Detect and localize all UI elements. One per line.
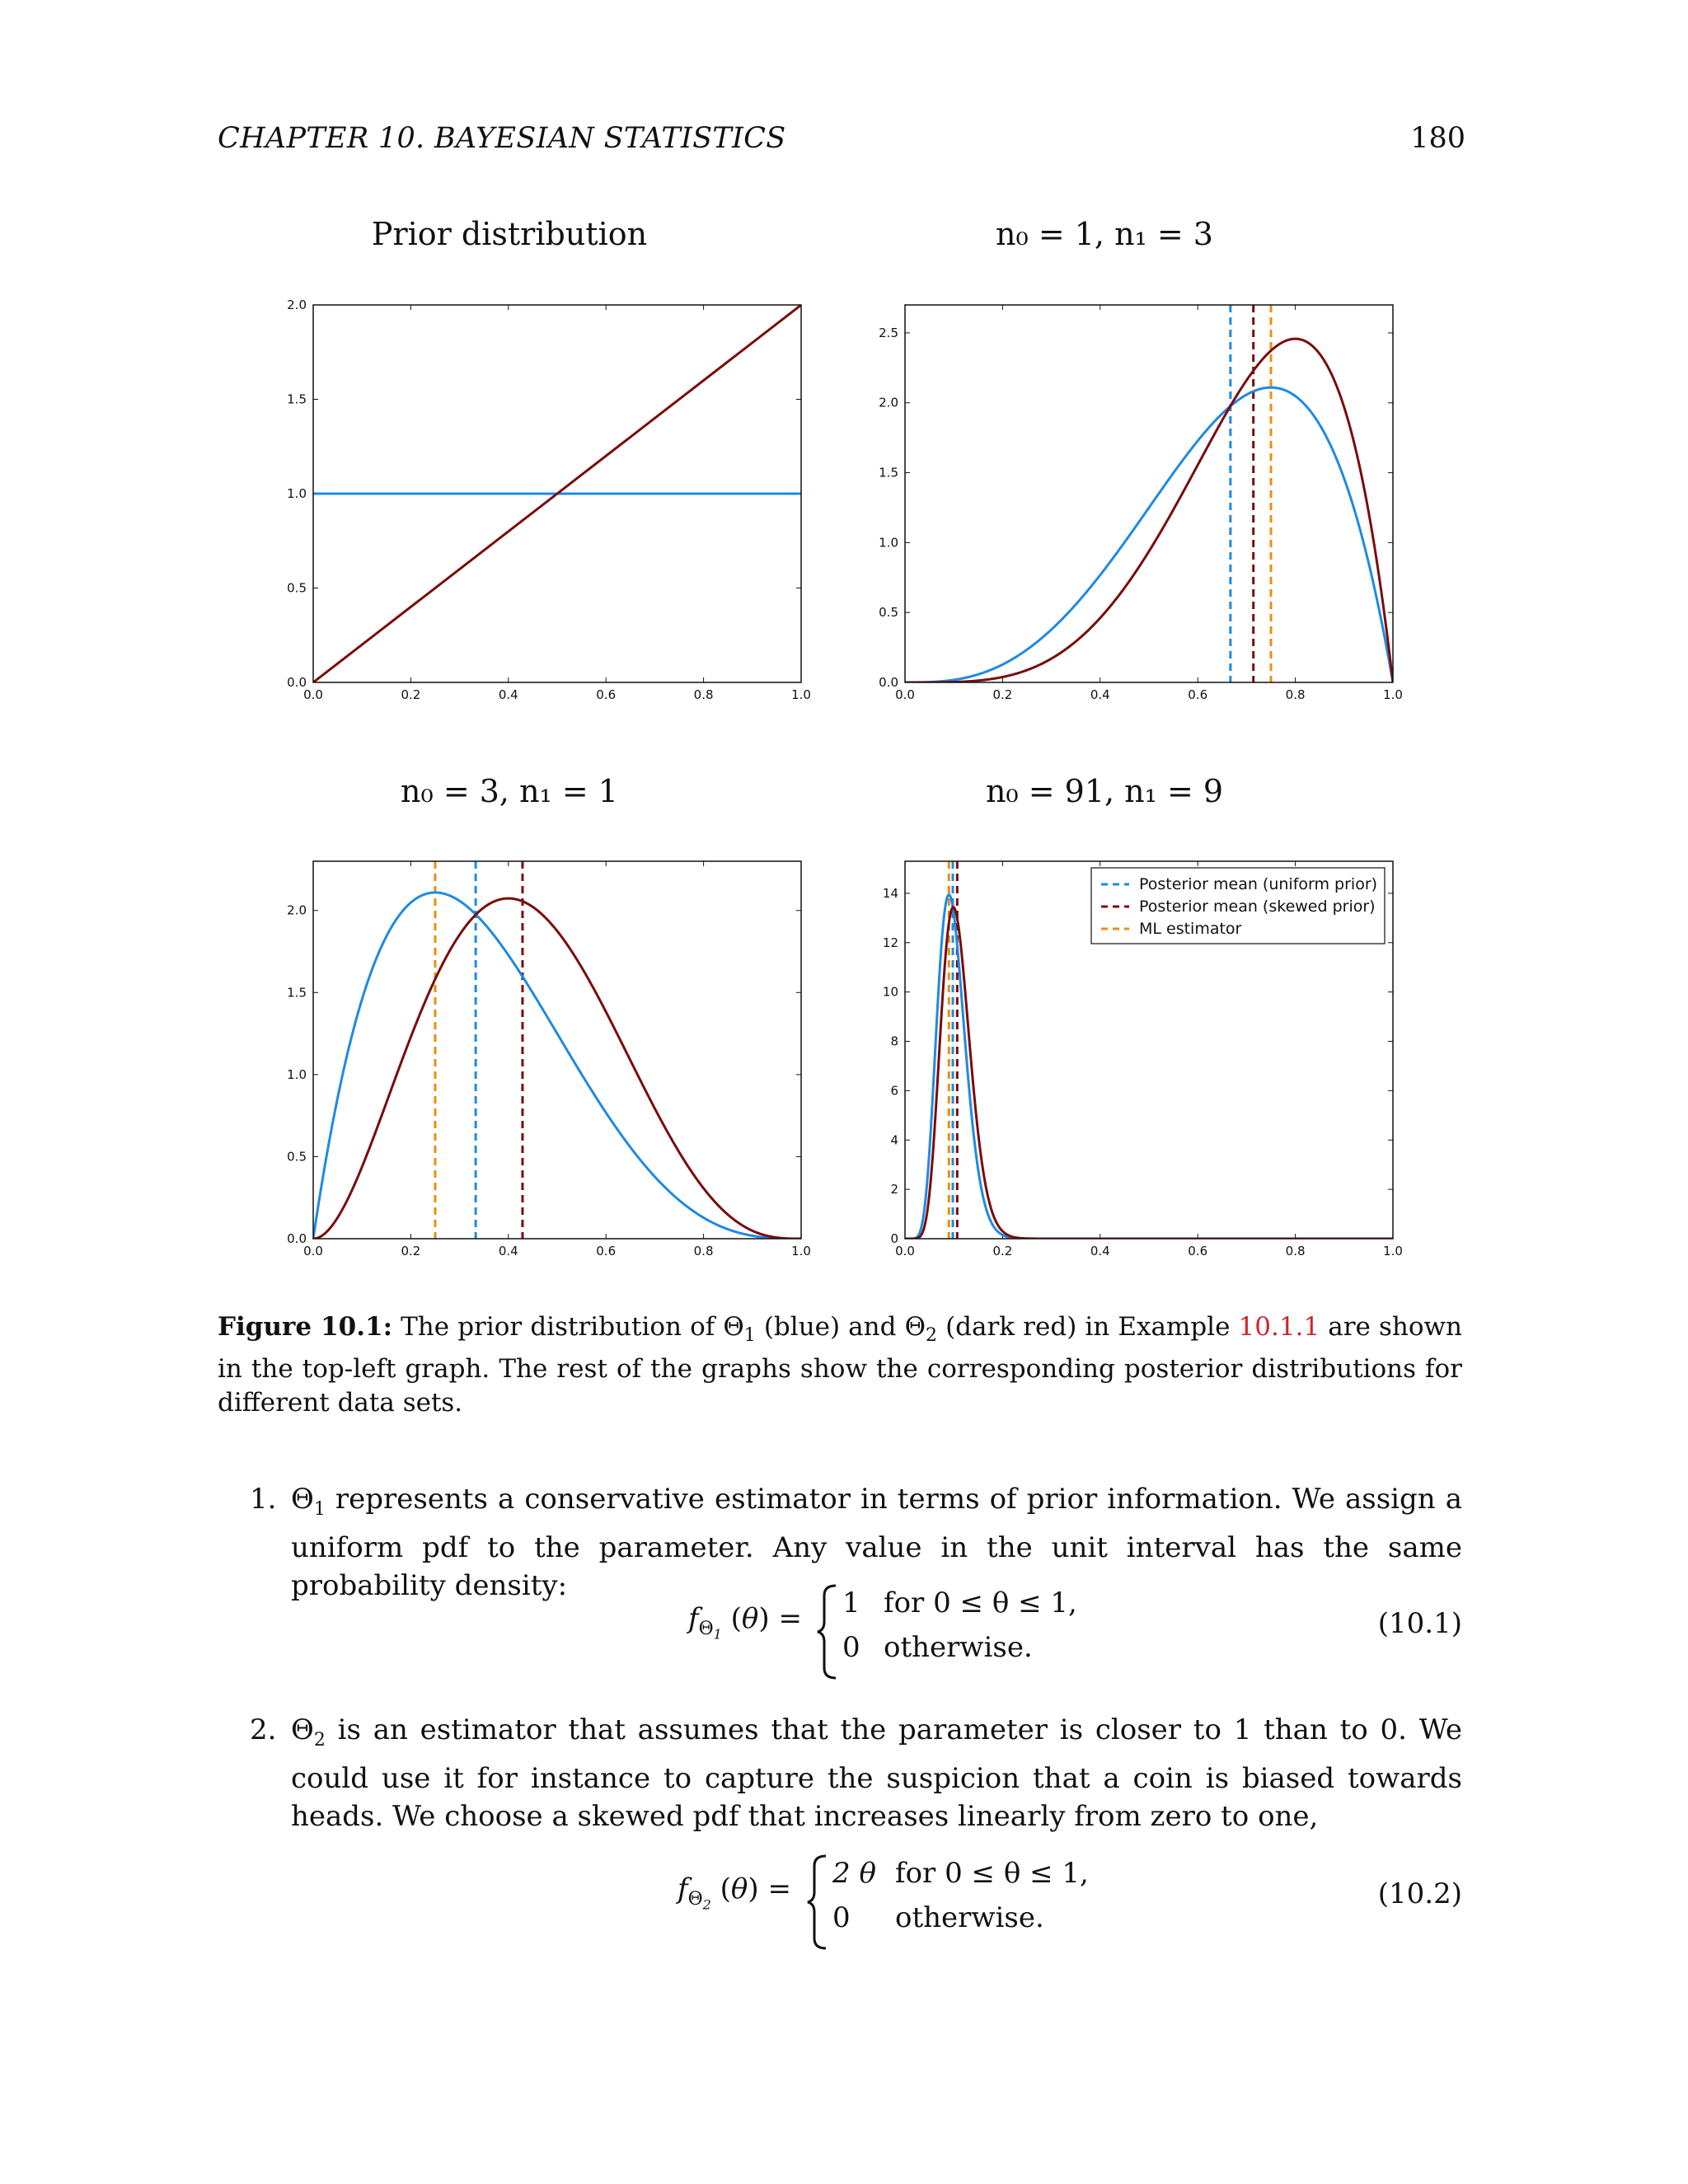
y-tick-label: 1.0	[879, 535, 898, 551]
caption-text-a: The prior distribution of	[392, 1312, 724, 1342]
caption-text-b: (blue) and	[755, 1312, 905, 1342]
example-reference-link[interactable]: 10.1.1	[1238, 1312, 1320, 1342]
running-header-chapter: CHAPTER 10. BAYESIAN STATISTICS	[218, 122, 786, 155]
y-tick-label: 4	[890, 1132, 898, 1148]
equation-10-2-brace	[806, 1854, 831, 1950]
x-tick-label: 0.0	[895, 1244, 915, 1258]
x-tick-label: 0.2	[401, 1244, 421, 1258]
equation-10-2-lhs: $f_{\Theta_2}$ (θ) =	[678, 1872, 791, 1913]
list-item-number: 1.	[250, 1483, 277, 1516]
y-tick-label: 0.5	[287, 580, 307, 596]
case2-value: 0	[832, 1901, 851, 1934]
x-tick-label: 0.8	[693, 687, 714, 702]
chart-posterior-n0-3-n1-1	[272, 849, 832, 1261]
chart-prior-distribution	[272, 293, 832, 705]
case1-condition: for 0 ≤ θ ≤ 1,	[895, 1857, 1089, 1890]
x-tick-label: 0.6	[596, 687, 617, 702]
y-tick-label: 2.0	[287, 902, 307, 918]
chart-title-n0-1-n1-3: n₀ = 1, n₁ = 3	[996, 216, 1213, 252]
y-tick-label: 1.5	[287, 985, 307, 1001]
x-tick-label: 0.4	[498, 687, 518, 702]
x-tick-label: 0.6	[1188, 687, 1208, 702]
density-curve	[905, 894, 1393, 1239]
caption-theta1: $\Theta_1$	[723, 1312, 756, 1347]
chart-title-n0-3-n1-1: n₀ = 3, n₁ = 1	[401, 773, 618, 809]
x-tick-label: 0.6	[1188, 1244, 1208, 1258]
equation-10-2-cases	[832, 1851, 1089, 1940]
y-tick-label: 2.0	[879, 395, 898, 410]
x-tick-label: 0.8	[1285, 1244, 1306, 1258]
density-curve	[905, 387, 1393, 682]
y-tick-label: 1.5	[287, 391, 307, 407]
equation-10-1-cases	[842, 1581, 1077, 1670]
x-tick-label: 0.4	[1090, 1244, 1110, 1258]
case2-value: 0	[842, 1631, 860, 1664]
x-tick-label: 0.8	[693, 1244, 714, 1258]
y-tick-label: 2.5	[879, 325, 898, 340]
list-item-text: represents a conservative estimator in terms of prior information. We assign a uniform pdf to the parameter. Any value in the unit interval has the same probability density:	[291, 1483, 1462, 1602]
x-tick-label: 0.2	[992, 1244, 1013, 1258]
list-item-2	[250, 1711, 1462, 1835]
page-number: 180	[1410, 122, 1465, 155]
x-tick-label: 0.0	[303, 687, 323, 702]
x-tick-label: 1.0	[1383, 687, 1403, 702]
density-curve	[313, 893, 801, 1239]
y-tick-label: 0.5	[879, 605, 898, 621]
case2-condition: otherwise.	[895, 1901, 1044, 1934]
x-tick-label: 0.0	[895, 687, 915, 702]
list-item-number: 2.	[250, 1713, 277, 1746]
density-curve	[905, 907, 1393, 1239]
x-tick-label: 0.0	[303, 1244, 323, 1258]
chart-posterior-n0-1-n1-3	[864, 293, 1424, 705]
equation-10-1-lhs: $f_{\Theta_1}$ (θ) =	[688, 1602, 802, 1643]
legend-label: ML estimator	[1139, 920, 1242, 938]
legend-label: Posterior mean (uniform prior)	[1139, 875, 1378, 893]
equation-10-1-brace	[816, 1584, 841, 1680]
caption-theta2: $\Theta_2$	[904, 1312, 937, 1347]
y-tick-label: 2.0	[287, 298, 307, 312]
equation-number-10-1: (10.1)	[1377, 1607, 1462, 1640]
y-tick-label: 0.0	[287, 675, 307, 690]
caption-text-c: (dark red) in Example	[936, 1312, 1239, 1342]
chart-title-prior: Prior distribution	[371, 216, 648, 252]
plot-frame	[905, 305, 1393, 682]
plot-frame	[313, 861, 801, 1239]
figure-caption	[218, 1310, 1462, 1420]
legend-label: Posterior mean (skewed prior)	[1139, 898, 1376, 916]
y-tick-label: 6	[890, 1083, 898, 1099]
theta1-symbol: $\Theta_1$	[291, 1483, 326, 1520]
x-tick-label: 0.4	[1090, 687, 1110, 702]
y-tick-label: 1.0	[287, 1066, 307, 1082]
equation-number-10-2: (10.2)	[1377, 1877, 1462, 1910]
density-curve	[905, 339, 1393, 682]
density-curve	[313, 898, 801, 1239]
y-tick-label: 2	[890, 1182, 898, 1197]
x-tick-label: 0.2	[992, 687, 1013, 702]
x-tick-label: 0.6	[596, 1244, 617, 1258]
y-tick-label: 0.0	[879, 675, 898, 690]
x-tick-label: 1.0	[791, 1244, 811, 1258]
x-tick-label: 1.0	[1383, 1244, 1403, 1258]
x-tick-label: 0.8	[1285, 687, 1306, 702]
case1-condition: for 0 ≤ θ ≤ 1,	[884, 1586, 1077, 1619]
y-tick-label: 0.0	[287, 1231, 307, 1246]
y-tick-label: 12	[882, 935, 898, 950]
y-tick-label: 0.5	[287, 1149, 307, 1165]
x-tick-label: 0.2	[401, 687, 421, 702]
y-tick-label: 10	[882, 984, 898, 1000]
caption-text-d: are shown in the top-left graph. The rest of the graphs show the corresponding posterior distributions for different data sets.	[218, 1312, 1462, 1418]
y-tick-label: 1.5	[879, 465, 898, 480]
y-tick-label: 14	[882, 885, 898, 901]
case1-value: 2 θ	[832, 1857, 876, 1890]
case2-condition: otherwise.	[884, 1631, 1033, 1664]
case1-value: 1	[842, 1586, 860, 1619]
x-tick-label: 1.0	[791, 687, 811, 702]
figure-label: Figure 10.1:	[218, 1312, 393, 1342]
y-tick-label: 0	[890, 1231, 898, 1246]
chart-posterior-n0-91-n1-9	[864, 849, 1424, 1261]
y-tick-label: 1.0	[287, 486, 307, 501]
chart-title-n0-91-n1-9: n₀ = 91, n₁ = 9	[985, 773, 1224, 809]
theta2-symbol: $\Theta_2$	[291, 1713, 326, 1750]
y-tick-label: 8	[890, 1033, 898, 1049]
x-tick-label: 0.4	[498, 1244, 518, 1258]
list-item-text: is an estimator that assumes that the parameter is closer to 1 than to 0. We could use it for instance to capture the suspicion that a coin is biased towards heads. We choose a skewed pdf that increases linearly from zero to one,	[291, 1713, 1462, 1833]
